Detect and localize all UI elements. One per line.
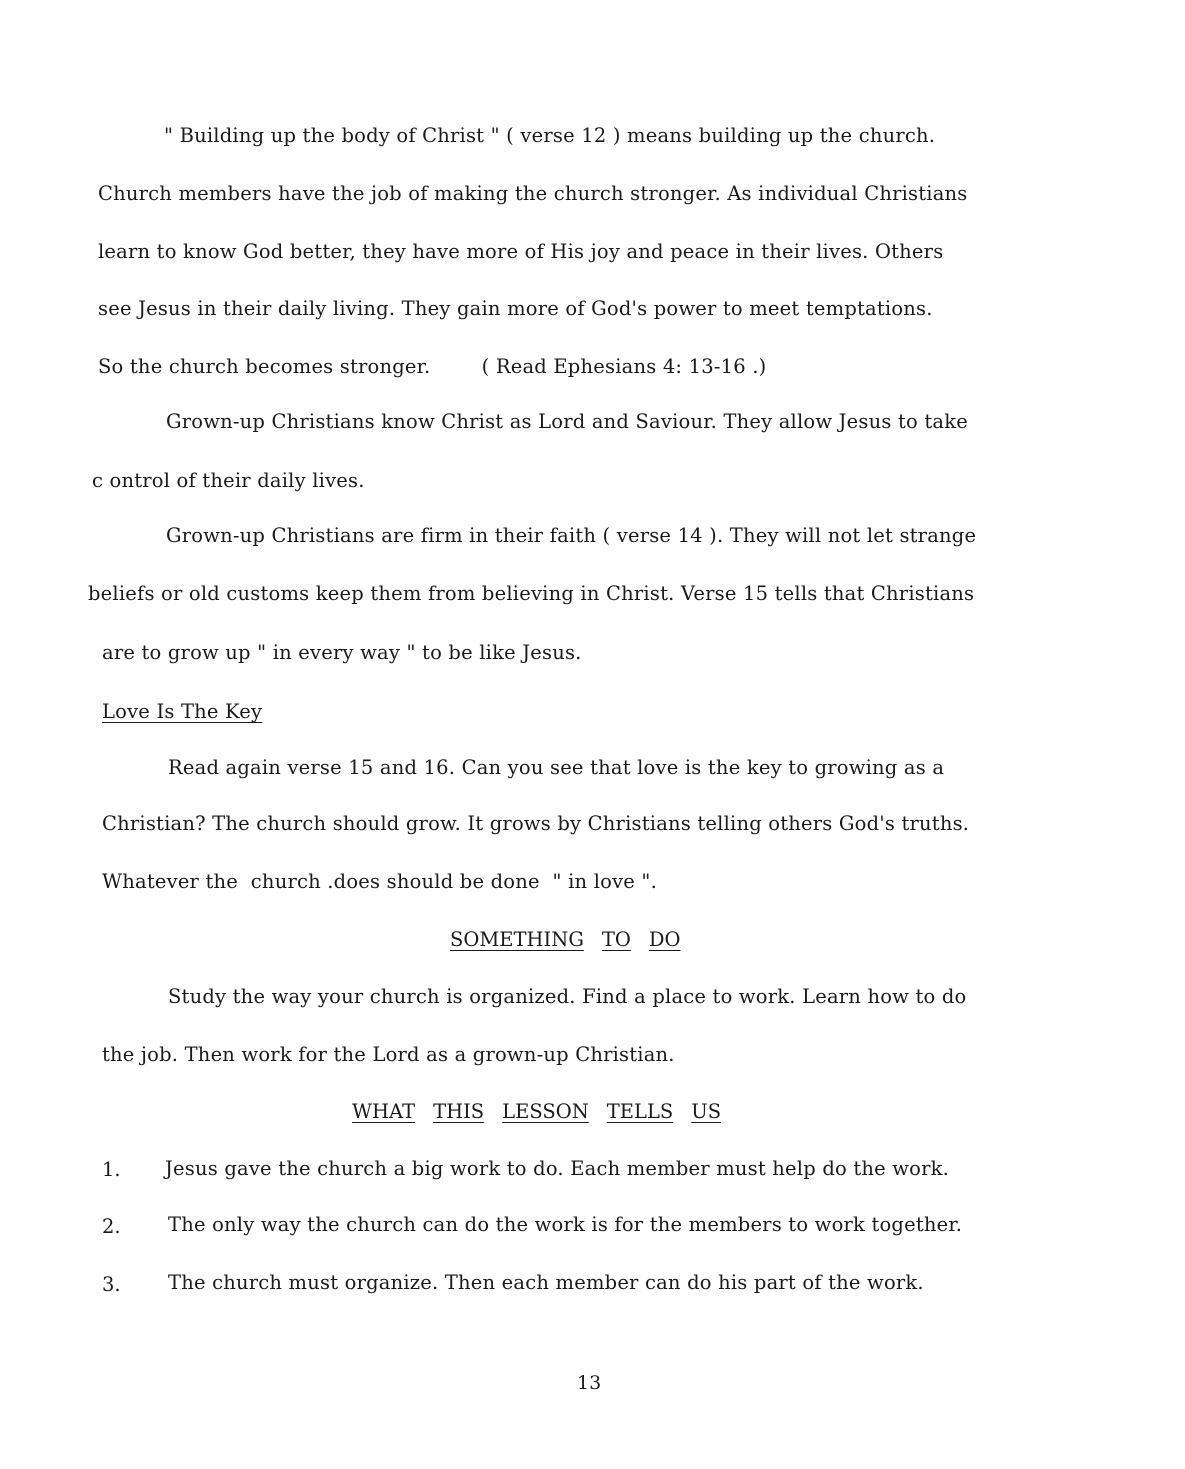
heading-word: TO: [601, 928, 631, 951]
text-line: Read again verse 15 and 16. Can you see that love is the key to growing as a: [168, 756, 945, 779]
text-line: c ontrol of their daily lives.: [92, 469, 365, 492]
list-text: The only way the church can do the work is for the members to work together.: [168, 1213, 963, 1236]
list-text: The church must organize. Then each member can do his part of the work.: [168, 1271, 924, 1294]
text-line: learn to know God better, they have more of His joy and peace in their lives. Others: [98, 240, 944, 263]
text-line: Grown-up Christians are firm in their faith ( verse 14 ). They will not let strange: [166, 524, 977, 547]
text-line: beliefs or old customs keep them from believing in Christ. Verse 15 tells that Christians: [88, 582, 975, 605]
list-text: Jesus gave the church a big work to do. Each member must help do the work.: [165, 1157, 950, 1180]
heading-word: SOMETHING: [450, 928, 584, 951]
text-line: Study the way your church is organized. Find a place to work. Learn how to do: [168, 985, 967, 1008]
text-line: Christian? The church should grow. It grows by Christians telling others God's truths.: [102, 812, 970, 835]
text-line: Church members have the job of making the church stronger. As individual Christians: [98, 182, 968, 205]
list-number: 3.: [102, 1273, 121, 1296]
heading-word: TELLS: [606, 1100, 674, 1123]
list-number: 1.: [102, 1158, 121, 1181]
text-line: are to grow up " in every way " to be like Jesus.: [102, 641, 582, 664]
section-heading: [450, 928, 699, 951]
section-heading: [352, 1100, 739, 1123]
heading-word: DO: [648, 928, 681, 951]
text-line: see Jesus in their daily living. They gain more of God's power to meet temptations.: [98, 297, 933, 320]
text-line: So the church becomes stronger. ( Read Ephesians 4: 13-16 .): [98, 355, 767, 378]
heading-word: THIS: [433, 1100, 485, 1123]
heading-word: LESSON: [502, 1100, 589, 1123]
section-heading: Love Is The Key: [102, 700, 263, 723]
page-number: 13: [577, 1372, 602, 1394]
text-line: " Building up the body of Christ " ( verse 12 ) means building up the church.: [164, 124, 936, 147]
list-number: 2.: [102, 1215, 121, 1238]
text-line: Whatever the church .does should be done " in love ".: [102, 870, 658, 893]
heading-word: WHAT: [352, 1100, 416, 1123]
text-line: the job. Then work for the Lord as a grown-up Christian.: [102, 1043, 675, 1066]
heading-word: US: [691, 1100, 722, 1123]
text-line: Grown-up Christians know Christ as Lord and Saviour. They allow Jesus to take: [166, 410, 968, 433]
